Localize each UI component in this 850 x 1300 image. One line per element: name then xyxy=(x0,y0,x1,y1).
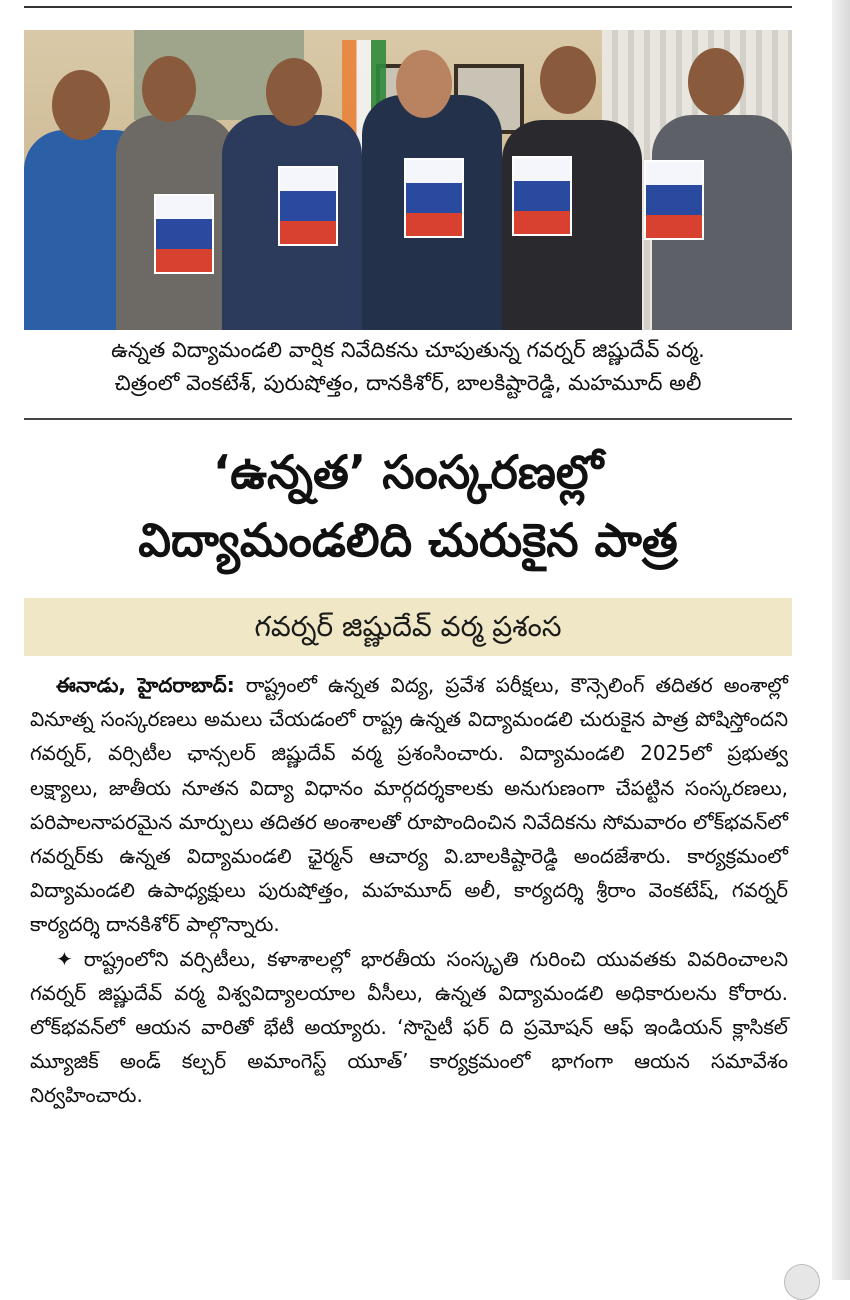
photo-report-book xyxy=(644,160,704,240)
photo-person-head xyxy=(142,56,196,122)
headline xyxy=(24,438,792,574)
headline-line-2: విద్యామండలిది చురుకైన పాత్ర xyxy=(138,513,678,567)
article-paragraph-1 xyxy=(30,668,788,942)
photo-person-head xyxy=(266,58,322,126)
photo-person-head xyxy=(396,50,452,118)
dateline: ఈనాడు, హైదరాబాద్: xyxy=(56,673,235,697)
top-rule xyxy=(24,6,792,8)
subheadline: గవర్నర్ జిష్ణుదేవ్ వర్మ ప్రశంస xyxy=(24,598,792,656)
photo-person-head xyxy=(540,46,596,114)
photo-report-book xyxy=(512,156,572,236)
headline-line-1: ‘ఉన్నత’ సంస్కరణల్లో xyxy=(212,445,604,499)
photo-report-book xyxy=(154,194,214,274)
article-paragraph-2-text: రాష్ట్రంలోని వర్సిటీలు, కళాశాలల్లో భారతీయ సంస్కృతి గురించి యువతకు వివరించాలని గవర్నర్ జిష్ణుదేవ్ వర్మ విశ్వవిద్యాలయాల వీసీలు, ఉన్నత విద్యామండలి అధికారులను కోరారు. లోక్‌భవన్‌లో ఆయన వారితో భేటీ అయ్యారు. ‘సొసైటీ ఫర్ ది ప్రమోషన్ ఆఫ్ ఇండియన్ క్లాసికల్ మ్యూజిక్ అండ్ కల్చర్ అమాంగెస్ట్ యూత్’ కార్యక్రమంలో భాగంగా ఆయన సమావేశం నిర్వహించారు. xyxy=(30,946,789,1108)
news-photo xyxy=(24,30,792,330)
photo-person-head xyxy=(52,70,110,140)
photo-report-book xyxy=(404,158,464,238)
photo-person-head xyxy=(688,48,744,116)
viewer-corner-button[interactable] xyxy=(784,1264,820,1300)
photo-caption-line-1: ఉన్నత విద్యామండలి వార్షిక నివేదికను చూపుతున్న గవర్నర్ జిష్ణుదేవ్ వర్మ. xyxy=(111,338,705,362)
article-paragraph-2 xyxy=(30,942,788,1113)
article-paragraph-1-text: రాష్ట్రంలో ఉన్నత విద్య, ప్రవేశ పరీక్షలు, కౌన్సెలింగ్ తదితర అంశాల్లో వినూత్న సంస్కరణలు అమలు చేయడంలో రాష్ట్ర ఉన్నత విద్యామండలి చురుకైన పాత్ర పోషిస్తోందని గవర్నర్, వర్సిటీల ఛాన్సలర్ జిష్ణుదేవ్ వర్మ ప్రశంసించారు. విద్యామండలి 2025లో ప్రభుత్వ లక్ష్యాలు, జాతీయ నూతన విద్యా విధానం మార్గదర్శకాలకు అనుగుణంగా చేపట్టిన సంస్కరణలు, పరిపాలనాపరమైన మార్పులు తదితర అంశాలతో రూపొందించిన నివేదికను సోమవారం లోక్‌భవన్‌లో గవర్నర్‌కు ఉన్నత విద్యామండలి ఛైర్మన్ ఆచార్య వి.బాలకిష్టారెడ్డి అందజేశారు. కార్యక్రమంలో విద్యామండలి ఉపాధ్యక్షులు పురుషోత్తం, మహమూద్ అలీ, కార్యదర్శి శ్రీరాం వెంకటేష్, గవర్నర్ కార్యదర్శి దానకిశోర్ పాల్గొన్నారు. xyxy=(30,673,788,937)
photo-caption xyxy=(24,334,792,400)
caption-separator xyxy=(24,418,792,420)
article-body xyxy=(30,668,788,1113)
bullet-icon: ✦ xyxy=(56,946,73,971)
photo-report-book xyxy=(278,166,338,246)
photo-caption-line-2: చిత్రంలో వెంకటేశ్, పురుషోత్తం, దానకిశోర్, బాలకిష్టారెడ్డి, మహమూద్ అలీ xyxy=(114,371,702,395)
viewer-edge xyxy=(832,0,850,1280)
